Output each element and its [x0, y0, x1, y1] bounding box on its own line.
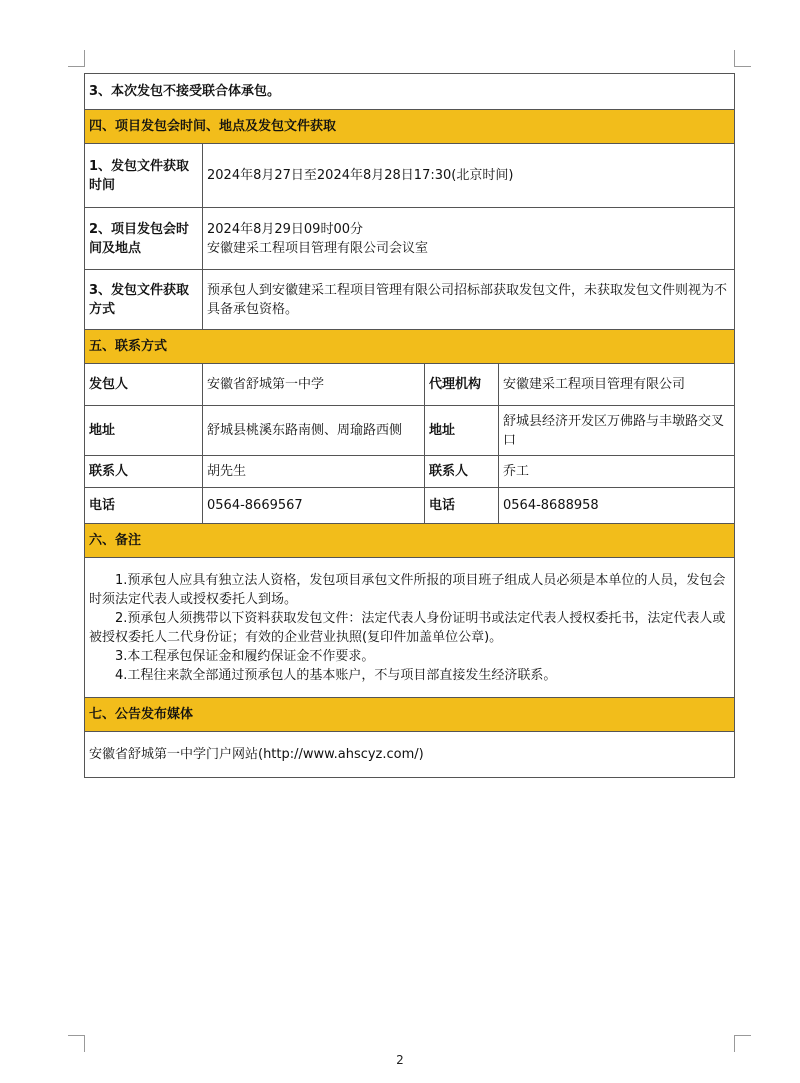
crop-mark-bottom-left: [68, 1035, 85, 1052]
announcement-table: [84, 73, 735, 778]
employer-contact-label: 联系人: [85, 456, 203, 488]
table-row: [85, 208, 735, 270]
agency-phone-label: 电话: [425, 488, 499, 524]
employer-address-value: 舒城县桃溪东路南侧、周瑜路西侧: [203, 406, 425, 456]
table-row: [85, 732, 735, 778]
table-row: [85, 270, 735, 330]
agency-address-label: 地址: [425, 406, 499, 456]
no-consortium-note: 3、本次发包不接受联合体承包。: [85, 74, 735, 110]
note-2: 2.预承包人须携带以下资料获取发包文件：法定代表人身份证明书或法定代表人授权委托书，法定代表人或被授权委托人二代身份证；有效的企业营业执照(复印件加盖单位公章)。: [89, 610, 726, 645]
table-row: [85, 488, 735, 524]
meeting-place: 安徽建采工程项目管理有限公司会议室: [207, 240, 429, 256]
notes-body: [85, 558, 735, 698]
agency-label: 代理机构: [425, 364, 499, 406]
note-1: 1.预承包人应具有独立法人资格，发包项目承包文件所报的项目班子组成人员必须是本单位的人员，发包会时须法定代表人或授权委托人到场。: [89, 572, 726, 607]
section-title-5: 五、联系方式: [85, 330, 735, 364]
employer-phone-value: 0564-8669567: [203, 488, 425, 524]
meeting-time-value: [203, 208, 735, 270]
media-value: 安徽省舒城第一中学门户网站(http://www.ahscyz.com/): [85, 732, 735, 778]
crop-mark-bottom-right: [734, 1035, 751, 1052]
meeting-time-label: 2、项目发包会时间及地点: [85, 208, 203, 270]
section-header-row: [85, 110, 735, 144]
doc-method-label: 3、发包文件获取方式: [85, 270, 203, 330]
table-row: [85, 456, 735, 488]
meeting-time: 2024年8月29日09时00分: [207, 221, 363, 237]
agency-contact-label: 联系人: [425, 456, 499, 488]
employer-value: 安徽省舒城第一中学: [203, 364, 425, 406]
table-row: [85, 74, 735, 110]
section-title-6: 六、备注: [85, 524, 735, 558]
crop-mark-top-left: [68, 50, 85, 67]
agency-value: 安徽建采工程项目管理有限公司: [499, 364, 735, 406]
employer-address-label: 地址: [85, 406, 203, 456]
section-title-4: 四、项目发包会时间、地点及发包文件获取: [85, 110, 735, 144]
employer-contact-value: 胡先生: [203, 456, 425, 488]
section-header-row: [85, 330, 735, 364]
employer-phone-label: 电话: [85, 488, 203, 524]
agency-contact-value: 乔工: [499, 456, 735, 488]
employer-label: 发包人: [85, 364, 203, 406]
section-header-row: [85, 698, 735, 732]
agency-phone-value: 0564-8688958: [499, 488, 735, 524]
doc-time-value: 2024年8月27日至2024年8月28日17:30(北京时间): [203, 144, 735, 208]
doc-time-label: 1、发包文件获取时间: [85, 144, 203, 208]
table-row: [85, 364, 735, 406]
section-title-7: 七、公告发布媒体: [85, 698, 735, 732]
crop-mark-top-right: [734, 50, 751, 67]
section-header-row: [85, 524, 735, 558]
note-4: 4.工程往来款全部通过预承包人的基本账户，不与项目部直接发生经济联系。: [115, 667, 557, 683]
table-row: [85, 558, 735, 698]
agency-address-value: 舒城县经济开发区万佛路与丰墩路交叉口: [499, 406, 735, 456]
doc-method-value: 预承包人到安徽建采工程项目管理有限公司招标部获取发包文件，未获取发包文件则视为不具备承包资格。: [203, 270, 735, 330]
table-row: [85, 406, 735, 456]
note-3: 3.本工程承包保证金和履约保证金不作要求。: [115, 648, 375, 664]
page-number: 2: [396, 1053, 404, 1067]
table-row: [85, 144, 735, 208]
